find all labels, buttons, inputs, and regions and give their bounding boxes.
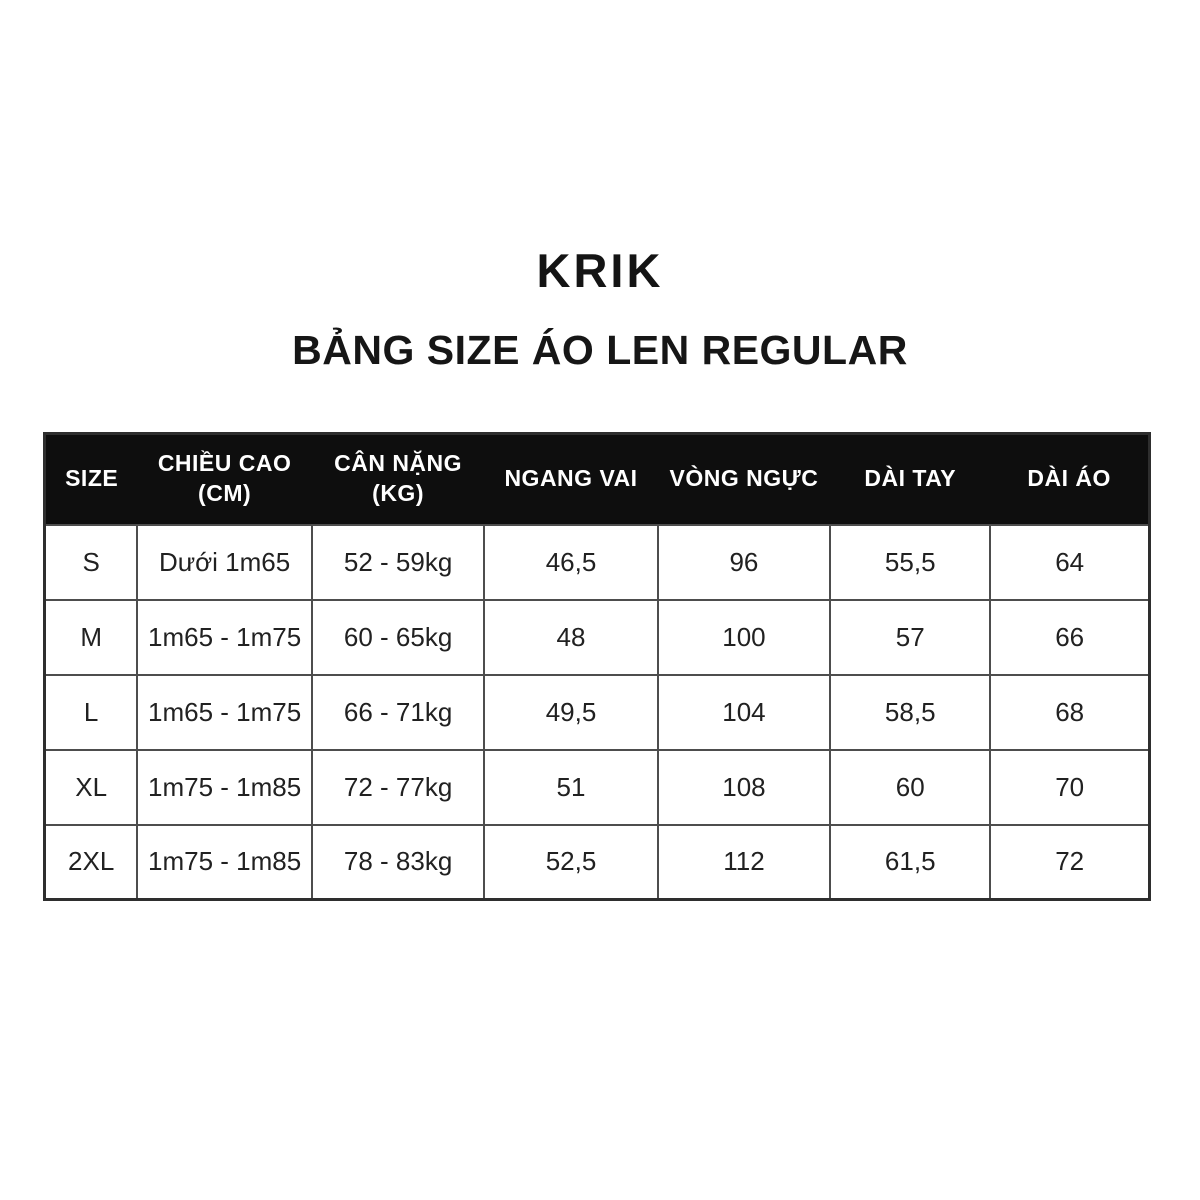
column-header-unit: (CM) (198, 480, 252, 507)
value-cell: 52,5 (484, 825, 657, 900)
value-cell: 68 (990, 675, 1149, 750)
value-cell: Dưới 1m65 (137, 525, 312, 600)
value-cell: 1m75 - 1m85 (137, 825, 312, 900)
value-cell: 64 (990, 525, 1149, 600)
value-cell: 1m75 - 1m85 (137, 750, 312, 825)
column-header-ngang-vai (484, 434, 657, 525)
table-row-size-s (45, 525, 1150, 600)
value-cell: 1m65 - 1m75 (137, 675, 312, 750)
table-row-size-2xl (45, 825, 1150, 900)
value-cell: 58,5 (830, 675, 990, 750)
value-cell: 1m65 - 1m75 (137, 600, 312, 675)
column-header-label: DÀI TAY (864, 465, 957, 492)
size-cell: XL (45, 750, 138, 825)
size-table (43, 432, 1151, 901)
size-cell: L (45, 675, 138, 750)
column-header-unit: (KG) (372, 480, 424, 507)
value-cell: 46,5 (484, 525, 657, 600)
value-cell: 96 (658, 525, 830, 600)
brand-logo: KRIK (536, 244, 664, 297)
value-cell: 61,5 (830, 825, 990, 900)
column-header-label: VÒNG NGỰC (669, 465, 819, 492)
value-cell: 49,5 (484, 675, 657, 750)
value-cell: 70 (990, 750, 1149, 825)
column-header-label: CÂN NẶNG (334, 450, 463, 477)
value-cell: 60 - 65kg (312, 600, 484, 675)
table-row-size-xl (45, 750, 1150, 825)
column-header-can-nang (312, 434, 484, 525)
header-row (45, 434, 1150, 525)
column-header-label: NGANG VAI (504, 465, 638, 492)
value-cell: 60 (830, 750, 990, 825)
column-header-vong-nguc (658, 434, 830, 525)
value-cell: 78 - 83kg (312, 825, 484, 900)
size-table-header (45, 434, 1150, 525)
column-header-label: DÀI ÁO (1027, 465, 1111, 492)
value-cell: 57 (830, 600, 990, 675)
value-cell: 66 - 71kg (312, 675, 484, 750)
column-header-dai-ao (990, 434, 1149, 525)
column-header-label: SIZE (65, 465, 119, 492)
value-cell: 108 (658, 750, 830, 825)
column-header-label: CHIỀU CAO (157, 450, 292, 477)
size-cell: M (45, 600, 138, 675)
value-cell: 100 (658, 600, 830, 675)
value-cell: 55,5 (830, 525, 990, 600)
size-table-body (45, 525, 1150, 900)
value-cell: 104 (658, 675, 830, 750)
size-cell: S (45, 525, 138, 600)
value-cell: 52 - 59kg (312, 525, 484, 600)
page-title: BẢNG SIZE ÁO LEN REGULAR (292, 327, 908, 373)
size-cell: 2XL (45, 825, 138, 900)
column-header-size (45, 434, 138, 525)
column-header-chieu-cao (137, 434, 312, 525)
column-header-dai-tay (830, 434, 990, 525)
table-row-size-l (45, 675, 1150, 750)
value-cell: 51 (484, 750, 657, 825)
value-cell: 66 (990, 600, 1149, 675)
value-cell: 72 - 77kg (312, 750, 484, 825)
value-cell: 72 (990, 825, 1149, 900)
value-cell: 48 (484, 600, 657, 675)
value-cell: 112 (658, 825, 830, 900)
table-row-size-m (45, 600, 1150, 675)
